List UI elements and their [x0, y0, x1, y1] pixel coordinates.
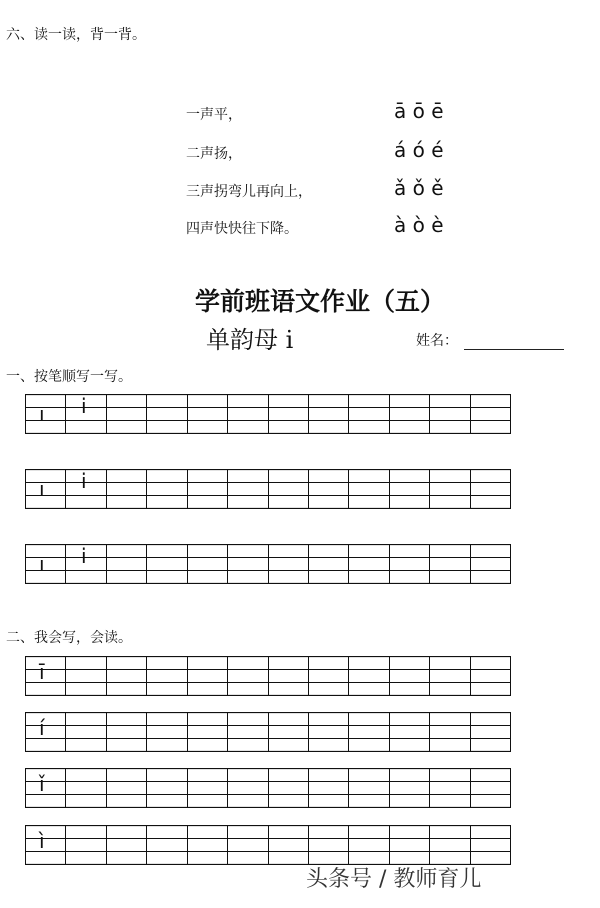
writing-grid-row: [25, 544, 511, 584]
name-label: 姓名：: [416, 333, 458, 349]
pinyin-tone-3: ǎ ǒ ě: [394, 176, 444, 200]
name-field: [416, 330, 564, 350]
watermark: 头条号 / 教师育儿: [306, 867, 482, 892]
name-blank-line[interactable]: [464, 333, 564, 350]
rhyme-line-4: 四声快快往下降。: [186, 221, 298, 237]
four-line-grid: [25, 656, 511, 696]
writing-grid-row: [25, 656, 511, 696]
grid-letter: ı: [39, 402, 45, 426]
writing-grid-row: [25, 394, 511, 434]
grid-letter: i: [81, 394, 87, 418]
four-line-grid: [25, 469, 511, 509]
grid-letter: ī: [39, 660, 45, 684]
grid-letter: ì: [39, 829, 45, 853]
grid-letter: í: [39, 716, 45, 740]
writing-grid-row: [25, 768, 511, 808]
grid-letter: ı: [39, 552, 45, 576]
rhyme-line-2: 二声扬，: [186, 146, 242, 162]
section-2-heading: 二、我会写，会读。: [6, 630, 132, 646]
grid-letter: ǐ: [39, 772, 45, 796]
four-line-grid: [25, 544, 511, 584]
writing-grid-row: [25, 469, 511, 509]
worksheet-title: 学前班语文作业（五）: [194, 287, 445, 316]
four-line-grid: [25, 394, 511, 434]
pinyin-tone-1: ā ō ē: [394, 99, 444, 123]
pinyin-tone-2: á ó é: [394, 138, 444, 162]
grid-letter: i: [81, 544, 87, 568]
four-line-grid: [25, 712, 511, 752]
worksheet-subtitle: 单韵母 i: [206, 326, 294, 354]
section-1-heading: 一、按笔顺写一写。: [6, 369, 132, 385]
section-6-heading: 六、读一读，背一背。: [6, 27, 146, 43]
grid-letter: ı: [39, 477, 45, 501]
four-line-grid: [25, 768, 511, 808]
writing-grid-row: [25, 712, 511, 752]
four-line-grid: [25, 825, 511, 865]
rhyme-line-3: 三声拐弯儿再向上，: [186, 184, 312, 200]
rhyme-line-1: 一声平，: [186, 107, 242, 123]
pinyin-tone-4: à ò è: [394, 213, 444, 237]
writing-grid-row: [25, 825, 511, 865]
grid-letter: i: [81, 469, 87, 493]
